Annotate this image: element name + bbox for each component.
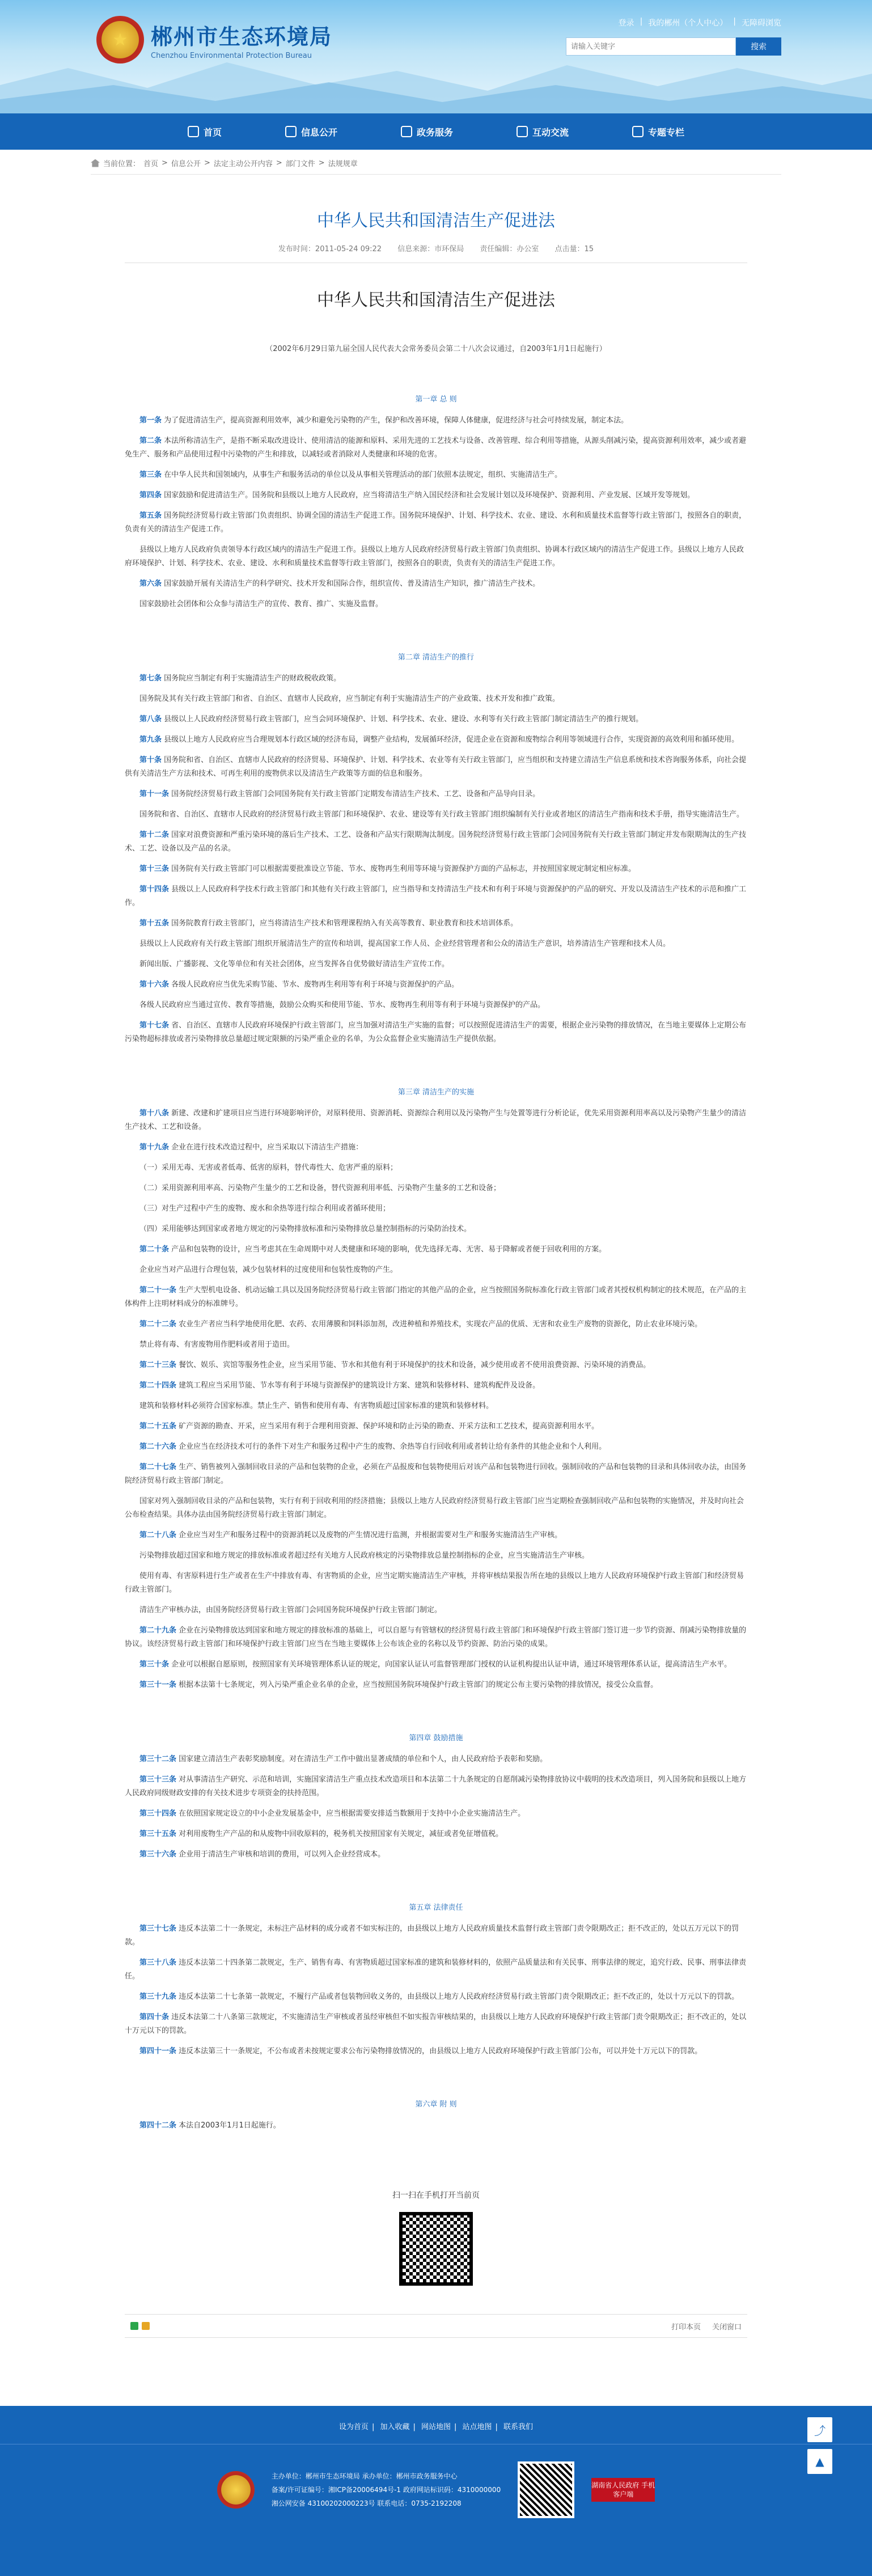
personal-center-link[interactable]: 我的郴州（个人中心） <box>648 19 728 28</box>
article-label: 第四十二条 <box>139 2121 177 2130</box>
weibo-icon[interactable] <box>142 2322 150 2330</box>
topics-icon <box>632 126 644 137</box>
article-label: 第二十二条 <box>139 1320 177 1329</box>
article-text: 建筑和装修材料必须符合国家标准。禁止生产、销售和使用有毒、有害物质超过国家标准的建筑和装修材料。 <box>139 1402 494 1410</box>
article-paragraph <box>125 1678 747 1692</box>
article-text: 县级以上地方人民政府负责领导本行政区域内的清洁生产促进工作。县级以上地方人民政府经济贸易行政主管部门负责组织、协调本行政区域内的清洁生产促进工作。县级以上地方人民政府环境保护、计划、科学技术、农业、建设、水利和质量技术监督等行政主管部门，按照各自的职责，负责有关的清洁生产促进工作。 <box>125 545 744 568</box>
article-label: 第三十七条 <box>139 1924 177 1933</box>
article-paragraph <box>125 1990 747 2004</box>
top-links: 登录 | 我的郴州（个人中心） | 无障碍浏览 <box>618 17 781 28</box>
site-name-en: Chenzhou Environmental Protection Bureau <box>151 52 312 60</box>
article-paragraph <box>125 1529 747 1542</box>
article-label: 第三十八条 <box>139 1959 177 1967</box>
article-label: 第二十八条 <box>139 1531 177 1539</box>
article-paragraph <box>125 1399 747 1413</box>
article-text: 国家鼓励社会团体和公众参与清洁生产的宣传、教育、推广、实施及监督。 <box>139 600 383 608</box>
breadcrumb: 当前位置： 首页 > 信息公开 > 法定主动公开内容 > 部门文件 > 法规规章 <box>91 158 781 175</box>
site-logo[interactable] <box>96 16 332 64</box>
chapter-title: 第五章 法律责任 <box>409 1904 463 1912</box>
article-text: 县级以上人民政府有关行政主管部门组织开展清洁生产的宣传和培训，提高国家工作人员、企业经营管理者和公众的清洁生产意识，培养清洁生产管理和技术人员。 <box>139 940 671 948</box>
article-paragraph <box>125 468 747 482</box>
side-tools <box>807 2417 832 2474</box>
article-text: 国家对列入强制回收目录的产品和包装物，实行有利于回收利用的经济措施；县级以上地方人民政府经济贸易行政主管部门应当定期检查强制回收产品和包装物的实施情况，并及时向社会公布检查结果。具体办法由国务院经济贸易行政主管部门制定。 <box>125 1497 744 1519</box>
article-text: 农业生产者应当科学地使用化肥、农药、农用薄膜和饲料添加剂，改进种植和养殖技术，实现农产品的优质、无害和农业生产废物的资源化，防止农业环境污染。 <box>179 1320 702 1329</box>
article-label: 第三条 <box>139 471 162 479</box>
article-paragraph <box>125 1956 747 1983</box>
article-paragraph <box>125 1570 747 1597</box>
article-text: 违反本法第二十八条第三款规定，不实施清洁生产审核或者虽经审核但不如实报告审核结果的，由县级以上地方人民政府环境保护行政主管部门责令限期改正；拒不改正的，处以十万元以下的罚款。 <box>125 2013 747 2035</box>
nav-interaction[interactable]: 互动交流 <box>490 113 595 150</box>
article-text: 省、自治区、直辖市人民政府环境保护行政主管部门，应当加强对清洁生产实施的监督；可以按照促进清洁生产的需要，根据企业污染物的排放情况，在当地主要媒体上定期公布污染物超标排放或者污染物排放总量超过规定限额的污染严重企业的名单，为公众监督企业实施清洁生产提供依据。 <box>125 1021 747 1043</box>
search-button[interactable]: 搜索 <box>736 37 781 56</box>
header <box>0 0 872 113</box>
footer-link-favorite[interactable]: 加入收藏 <box>380 2423 410 2431</box>
article-label: 第九条 <box>139 735 162 744</box>
chapter-title: 第一章 总 则 <box>415 395 457 404</box>
article-text: 企业用于清洁生产审核和培训的费用，可以列入企业经营成本。 <box>179 1850 386 1859</box>
article-label: 第二十五条 <box>139 1422 177 1431</box>
article-paragraph <box>125 1420 747 1433</box>
article-label: 第十五条 <box>139 919 170 928</box>
article-paragraph <box>125 1549 747 1563</box>
article-paragraph <box>125 862 747 876</box>
breadcrumb-home[interactable]: 首页 <box>143 160 159 168</box>
article-label: 第四条 <box>139 491 162 500</box>
article-text: 县级以上人民政府经济贸易行政主管部门，应当会同环境保护、计划、科学技术、农业、建设、水利等有关行政主管部门制定清洁生产的推行规划。 <box>164 715 644 724</box>
article-label: 第三十四条 <box>139 1809 177 1818</box>
site-name: 郴州市生态环境局 <box>151 24 333 49</box>
article-paragraph <box>125 598 747 611</box>
footer-link-homepage[interactable]: 设为首页 <box>338 2423 369 2431</box>
breadcrumb-legal[interactable]: 法定主动公开内容 <box>213 160 273 168</box>
article-label: 第三十一条 <box>139 1681 177 1689</box>
home-icon <box>188 126 199 137</box>
article-paragraph <box>125 828 747 856</box>
qr-code-icon <box>399 2212 473 2286</box>
article-text: 使用有毒、有害原料进行生产或者在生产中排放有毒、有害物质的企业，应当定期实施清洁生产审核，并将审核结果报告所在地的县级以上地方人民政府环境保护行政主管部门和经济贸易行政主管部门。 <box>125 1572 744 1594</box>
article-label: 第三十九条 <box>139 1993 177 2001</box>
article-text: 国务院应当制定有利于实施清洁生产的财政税收政策。 <box>164 674 341 683</box>
article-text: 餐饮、娱乐、宾馆等服务性企业，应当采用节能、节水和其他有利于环境保护的技术和设备，减少使用或者不使用浪费资源、污染环境的消费品。 <box>179 1361 651 1369</box>
document-note: （2002年6月29日第九届全国人民代表大会常务委员会第二十八次会议通过，自2003年1月1日起施行） <box>265 345 607 353</box>
view-count: 点击量：15 <box>554 245 594 253</box>
article-text: 国务院和省、自治区、直辖市人民政府的经济贸易、环境保护、计划、科学技术、农业等有关行政主管部门，应当组织和支持建立清洁生产信息系统和技术咨询服务体系，向社会提供有关清洁生产方法和技术、可再生利用的废物供求以及清洁生产政策等方面的信息和服务。 <box>125 756 747 778</box>
article-label: 第三十五条 <box>139 1830 177 1838</box>
article-label: 第六条 <box>139 580 162 588</box>
article-paragraph <box>125 692 747 706</box>
login-link[interactable]: 登录 <box>618 19 634 28</box>
article-text: 污染物排放超过国家和地方规定的排放标准或者超过经有关地方人民政府核定的污染物排放总量控制指标的企业，应当实施清洁生产审核。 <box>139 1551 590 1560</box>
article-text: 县级以上地方人民政府应当合理规划本行政区域的经济布局，调整产业结构，发展循环经济，促进企业在资源和废物综合利用等领域进行合作，实现资源的高效利用和循环使用。 <box>164 735 739 744</box>
article-text: 国家鼓励和促进清洁生产。国务院和县级以上地方人民政府，应当将清洁生产纳入国民经济和社会发展计划以及环境保护、资源利用、产业发展、区域开发等规划。 <box>164 491 695 500</box>
footer-links: 设为首页 | 加入收藏 | 网站地图 | 站点地图 | 联系我们 <box>338 2423 534 2431</box>
article-label: 第十八条 <box>139 1109 170 1118</box>
article-paragraph <box>125 733 747 747</box>
print-button[interactable]: 打印本页 <box>671 2323 701 2332</box>
article-label: 第十七条 <box>139 1021 170 1030</box>
article-text: 本法自2003年1月1日起施行。 <box>179 2121 281 2130</box>
article-label: 第四十条 <box>139 2013 170 2021</box>
qr-title: 扫一扫在手机打开当前页 <box>392 2191 480 2200</box>
article <box>91 206 781 2338</box>
article-paragraph <box>125 1019 747 1046</box>
footer-link-site-map[interactable]: 站点地图 <box>462 2423 492 2431</box>
home-icon <box>91 159 100 167</box>
article-label: 第三十条 <box>139 1660 170 1669</box>
article-paragraph <box>125 2011 747 2038</box>
chapter-title: 第三章 清洁生产的实施 <box>397 1088 475 1097</box>
article-paragraph <box>125 2045 747 2058</box>
article-label: 第五条 <box>139 511 162 520</box>
article-text: 建筑工程应当采用节能、节水等有利于环境与资源保护的建筑设计方案、建筑和装修材料、建筑构配件及设备。 <box>179 1381 540 1390</box>
article-label: 第七条 <box>139 674 162 683</box>
article-text: 在中华人民共和国领域内，从事生产和服务活动的单位以及从事相关管理活动的部门依照本法规定，组织、实施清洁生产。 <box>164 471 562 479</box>
article-paragraph <box>125 958 747 971</box>
article-paragraph <box>125 1223 747 1236</box>
article-paragraph <box>125 883 747 910</box>
article-paragraph <box>125 434 747 462</box>
article-paragraph <box>125 1658 747 1672</box>
article-paragraph <box>125 577 747 591</box>
footer-link-contact[interactable]: 联系我们 <box>503 2423 534 2431</box>
document-title: 中华人民共和国清洁生产促进法 <box>317 290 555 310</box>
breadcrumb-dept[interactable]: 部门文件 <box>285 160 315 168</box>
article-paragraph <box>125 1359 747 1372</box>
article-label: 第十二条 <box>139 831 170 839</box>
article-label: 第十四条 <box>139 885 170 894</box>
article-paragraph <box>125 414 747 428</box>
article-text: 违反本法第二十七条第一款规定，不履行产品或者包装物回收义务的，由县级以上地方人民政府经济贸易行政主管部门责令限期改正；拒不改正的，处以十万元以下的罚款。 <box>179 1993 739 2001</box>
article-label: 第三十二条 <box>139 1755 177 1763</box>
article-text: 新建、改建和扩建项目应当进行环境影响评价，对原料使用、资源消耗、资源综合利用以及污染物产生与处置等进行分析论证，优先采用资源利用率高以及污染物产生量少的清洁生产技术、工艺和设备。 <box>125 1109 747 1131</box>
article-paragraph <box>125 1318 747 1331</box>
footer-body <box>0 2444 872 2518</box>
article-text: 矿产资源的勘查、开采，应当采用有利于合理利用资源、保护环境和防止污染的勘查、开采方法和工艺技术，提高资源利用水平。 <box>179 1422 599 1431</box>
document-icon <box>285 126 297 137</box>
article-paragraph <box>125 1243 747 1257</box>
article-text: 违反本法第三十一条规定，不公布或者未按规定要求公布污染物排放情况的，由县级以上地方人民政府环境保护行政主管部门公布，可以并处十万元以下的罚款。 <box>179 2047 702 2055</box>
editor: 责任编辑：办公室 <box>480 245 539 253</box>
article-text: （一）采用无毒、无害或者低毒、低害的原料，替代毒性大、危害严重的原料； <box>139 1164 398 1172</box>
article-paragraph <box>125 754 747 781</box>
breadcrumb-regulations[interactable]: 法规规章 <box>328 160 358 168</box>
article-paragraph <box>125 937 747 951</box>
share-icon[interactable]: ⤴ <box>807 2417 832 2442</box>
article-label: 第一条 <box>139 416 162 425</box>
search-input[interactable] <box>566 37 736 56</box>
article-label: 第八条 <box>139 715 162 724</box>
services-icon <box>401 126 412 137</box>
article-paragraph <box>125 1182 747 1195</box>
article-paragraph <box>125 1848 747 1862</box>
article-label: 第三十六条 <box>139 1850 177 1859</box>
article-paragraph <box>125 2119 747 2133</box>
chapter-title: 第二章 清洁生产的推行 <box>397 653 475 662</box>
breadcrumb-info[interactable]: 信息公开 <box>171 160 201 168</box>
article-text: 各级人民政府应当优先采购节能、节水、废物再生利用等有利于环境与资源保护的产品。 <box>171 980 459 989</box>
article-text: 企业应当在经济技术可行的条件下对生产和服务过程中产生的废物、余热等自行回收利用或者转让给有条件的其他企业和个人利用。 <box>179 1443 607 1451</box>
article-paragraph <box>125 1379 747 1393</box>
article-paragraph <box>125 1161 747 1175</box>
article-text: 对从事清洁生产研究、示范和培训，实施国家清洁生产重点技术改造项目和本法第二十九条规定的自愿削减污染物排放协议中载明的技术改造项目，列入国务院和县级以上地方人民政府同级财政安排的有关技术进步专项资金的扶持范围。 <box>125 1775 747 1797</box>
article-label: 第二条 <box>139 437 162 445</box>
article-paragraph <box>125 509 747 536</box>
qr-section <box>125 2189 747 2286</box>
article-text: 违反本法第二十一条规定，未标注产品材料的成分或者不如实标注的，由县级以上地方人民政府质量技术监督行政主管部门责令限期改正；拒不改正的，处以五万元以下的罚款。 <box>125 1924 739 1947</box>
article-paragraph <box>125 788 747 801</box>
accessibility-link[interactable]: 无障碍浏览 <box>742 19 781 28</box>
search-bar <box>566 37 781 56</box>
article-text: 生产大型机电设备、机动运输工具以及国务院经济贸易行政主管部门指定的其他产品的企业，应当按照国务院标准化行政主管部门或者其授权机构制定的技术规范，在产品的主体构件上注明材料成分的标准牌号。 <box>125 1286 747 1308</box>
article-label: 第二十三条 <box>139 1361 177 1369</box>
article-paragraph <box>125 1338 747 1352</box>
article-label: 第十条 <box>139 756 162 764</box>
article-paragraph <box>125 1922 747 1949</box>
article-text: （二）采用资源利用率高、污染物产生量少的工艺和设备，替代资源利用率低、污染物产生量多的工艺和设备； <box>139 1184 501 1192</box>
publish-time: 发布时间：2011-05-24 09:22 <box>278 245 382 253</box>
article-text: 国务院教育行政主管部门，应当将清洁生产技术和管理课程纳入有关高等教育、职业教育和技术培训体系。 <box>171 919 518 928</box>
nav-special-topics[interactable]: 专题专栏 <box>606 113 710 150</box>
article-text: 根据本法第十七条规定，列入污染严重企业名单的企业，应当按照国务院环境保护行政主管部门的规定公布主要污染物的排放情况，接受公众监督。 <box>179 1681 658 1689</box>
article-text: 违反本法第二十四条第二款规定，生产、销售有毒、有害物质超过国家标准的建筑和装修材料的，依照产品质量法和有关民事、刑事法律的规定，追究行政、民事、刑事法律责任。 <box>125 1959 747 1981</box>
footer-info: 主办单位：郴州市生态环境局 承办单位：郴州市政务服务中心 备案/许可证编号：湘ICP备20006494号-1 政府网站标识码：4310000000 湘公网安备 43100202000223号 联系电话：0735-2192208 <box>271 2472 501 2507</box>
article-label: 第四十一条 <box>139 2047 177 2055</box>
article-text: 企业可以根据自愿原则，按照国家有关环境管理体系认证的规定，向国家认证认可监督管理部门授权的认证机构提出认证申请，通过环境管理体系认证，提高清洁生产水平。 <box>171 1660 732 1669</box>
article-paragraph <box>125 713 747 726</box>
article-paragraph <box>125 1284 747 1311</box>
article-label: 第十六条 <box>139 980 170 989</box>
article-text: 企业在污染物排放达到国家和地方规定的排放标准的基础上，可以自愿与有管辖权的经济贸易行政主管部门和环境保护行政主管部门签订进一步节约资源、削减污染物排放量的协议。该经济贸易行政主管部门和环境保护行政主管部门应当在当地主要媒体上公布该企业的名称以及节约资源、防治污染的成果。 <box>125 1626 747 1648</box>
close-button[interactable]: 关闭窗口 <box>712 2323 742 2332</box>
article-paragraph <box>125 1624 747 1651</box>
article-paragraph <box>125 1263 747 1277</box>
article-paragraph <box>125 999 747 1012</box>
article-paragraph <box>125 1753 747 1766</box>
article-paragraph <box>125 543 747 570</box>
article-text: 国家对浪费资源和严重污染环境的落后生产技术、工艺、设备和产品实行限期淘汰制度。国务院经济贸易行政主管部门会同国务院有关行政主管部门制定并发布限期淘汰的生产技术、工艺、设备以及产品的名录。 <box>125 831 747 853</box>
article-paragraph <box>125 1828 747 1841</box>
article-meta <box>125 243 747 263</box>
article-text: 国家建立清洁生产表彰奖励制度。对在清洁生产工作中做出显著成绩的单位和个人，由人民政府给予表彰和奖励。 <box>179 1755 548 1763</box>
article-paragraph <box>125 978 747 992</box>
article-text: 产品和包装物的设计，应当考虑其在生命周期中对人类健康和环境的影响，优先选择无毒、无害、易于降解或者便于回收利用的方案。 <box>171 1245 607 1254</box>
article-paragraph <box>125 489 747 502</box>
article-label: 第十九条 <box>139 1143 170 1152</box>
article-text: 县级以上人民政府科学技术行政主管部门和其他有关行政主管部门，应当指导和支持清洁生产技术和有利于环境与资源保护的产品的研究、开发以及清洁生产技术的示范和推广工作。 <box>125 885 747 907</box>
article-paragraph <box>125 1141 747 1154</box>
national-emblem-icon: ★ <box>96 16 144 64</box>
article-tools <box>125 2314 747 2338</box>
article-text: 生产、销售被列入强制回收目录的产品和包装物的企业，必须在产品报废和包装物使用后对该产品和包装物进行回收。强制回收的产品和包装物的目录和具体回收办法，由国务院经济贸易行政主管部门制定。 <box>125 1463 747 1485</box>
article-label: 第二十一条 <box>139 1286 177 1295</box>
article-paragraph <box>125 672 747 686</box>
article-text: （四）采用能够达到国家或者地方规定的污染物排放标准和污染物排放总量控制指标的污染防治技术。 <box>139 1225 472 1233</box>
article-paragraph <box>125 1773 747 1800</box>
article-paragraph <box>125 1440 747 1454</box>
article-label: 第二十七条 <box>139 1463 177 1471</box>
back-to-top-icon[interactable]: ▲ <box>807 2449 832 2474</box>
article-label: 第二十条 <box>139 1245 170 1254</box>
article-label: 第十三条 <box>139 865 170 873</box>
article-text: 企业应当对生产和服务过程中的资源消耗以及废物的产生情况进行监测，并根据需要对生产和服务实施清洁生产审核。 <box>179 1531 562 1539</box>
chapter-title: 第六章 附 则 <box>415 2100 457 2109</box>
article-text: （三）对生产过程中产生的废物、废水和余热等进行综合利用或者循环使用； <box>139 1204 391 1213</box>
article-label: 第二十九条 <box>139 1626 177 1635</box>
nav-government-services[interactable]: 政务服务 <box>375 113 479 150</box>
article-text: 对利用废物生产产品的和从废物中回收原料的，税务机关按照国家有关规定，减征或者免征增值税。 <box>179 1830 503 1838</box>
share-icons <box>130 2322 150 2330</box>
footer-qr-code-icon <box>518 2461 574 2518</box>
article-paragraph <box>125 1107 747 1134</box>
article-body <box>125 393 747 2133</box>
article-text: 企业在进行技术改造过程中，应当采取以下清洁生产措施： <box>171 1143 363 1152</box>
article-text: 禁止将有毒、有害废物用作肥料或者用于造田。 <box>139 1340 295 1349</box>
wechat-icon[interactable] <box>130 2322 138 2330</box>
article-label: 第二十四条 <box>139 1381 177 1390</box>
article-label: 第二十六条 <box>139 1443 177 1451</box>
article-text: 国务院和省、自治区、直辖市人民政府的经济贸易行政主管部门和环境保护、农业、建设等有关行政主管部门组织编制有关行业或者地区的清洁生产指南和技术手册，指导实施清洁生产。 <box>139 810 744 819</box>
article-text: 新闻出版、广播影视、文化等单位和有关社会团体，应当发挥各自优势做好清洁生产宣传工作。 <box>139 960 450 968</box>
article-label: 第三十三条 <box>139 1775 177 1784</box>
article-text: 国家鼓励开展有关清洁生产的科学研究、技术开发和国际合作，组织宣传、普及清洁生产知识，推广清洁生产技术。 <box>164 580 540 588</box>
article-text: 本法所称清洁生产，是指不断采取改进设计、使用清洁的能源和原料、采用先进的工艺技术与设备、改善管理、综合利用等措施，从源头削减污染，提高资源利用效率，减少或者避免生产、服务和产品使用过程中污染物的产生和排放，以减轻或者消除对人类健康和环境的危害。 <box>125 437 747 459</box>
nav-home[interactable]: 首页 <box>162 113 248 150</box>
article-text: 为了促进清洁生产，提高资源利用效率，减少和避免污染物的产生，保护和改善环境，保障人体健康，促进经济与社会可持续发展，制定本法。 <box>164 416 629 425</box>
chat-icon <box>517 126 528 137</box>
article-label: 第十一条 <box>139 790 170 798</box>
article-text: 在依照国家规定设立的中小企业发展基金中，应当根据需要安排适当数额用于支持中小企业实施清洁生产。 <box>179 1809 526 1818</box>
footer <box>0 2406 872 2576</box>
app-badge[interactable]: 湖南省人民政府 手机客户端 <box>591 2478 655 2502</box>
page-title: 中华人民共和国清洁生产促进法 <box>317 211 555 231</box>
article-text: 国务院有关行政主管部门可以根据需要批准设立节能、节水、废物再生利用等环境与资源保护方面的产品标志，并按照国家规定制定相应标准。 <box>171 865 636 873</box>
article-text: 企业应当对产品进行合理包装，减少包装材料的过度使用和包装性废物的产生。 <box>139 1266 398 1274</box>
main-nav <box>0 113 872 150</box>
article-text: 国务院及其有关行政主管部门和省、自治区、直辖市人民政府，应当制定有利于实施清洁生产的产业政策、技术开发和推广政策。 <box>139 695 560 703</box>
article-paragraph <box>125 917 747 930</box>
article-text: 国务院经济贸易行政主管部门负责组织、协调全国的清洁生产促进工作。国务院环境保护、计划、科学技术、农业、建设、水利和质量技术监督等行政主管部门，按照各自的职责，负责有关的清洁生产促进工作。 <box>125 511 747 534</box>
article-text: 清洁生产审核办法，由国务院经济贸易行政主管部门会同国务院环境保护行政主管部门制定。 <box>139 1606 442 1614</box>
chapter-title: 第四章 鼓励措施 <box>409 1734 463 1742</box>
article-paragraph <box>125 1604 747 1617</box>
article-paragraph <box>125 1807 747 1821</box>
article-paragraph <box>125 1495 747 1522</box>
article-text: 国务院经济贸易行政主管部门会同国务院有关行政主管部门定期发布清洁生产技术、工艺、设备和产品导向目录。 <box>171 790 540 798</box>
article-paragraph <box>125 1461 747 1488</box>
info-source: 信息来源：市环保局 <box>397 245 464 253</box>
nav-info-disclosure[interactable]: 信息公开 <box>259 113 363 150</box>
footer-link-sitemap[interactable]: 网站地图 <box>421 2423 451 2431</box>
party-emblem-icon <box>217 2471 255 2509</box>
article-paragraph <box>125 1202 747 1216</box>
article-text: 各级人民政府应当通过宣传、教育等措施，鼓励公众购买和使用节能、节水、废物再生利用等有利于环境与资源保护的产品。 <box>139 1001 545 1009</box>
article-paragraph <box>125 808 747 822</box>
